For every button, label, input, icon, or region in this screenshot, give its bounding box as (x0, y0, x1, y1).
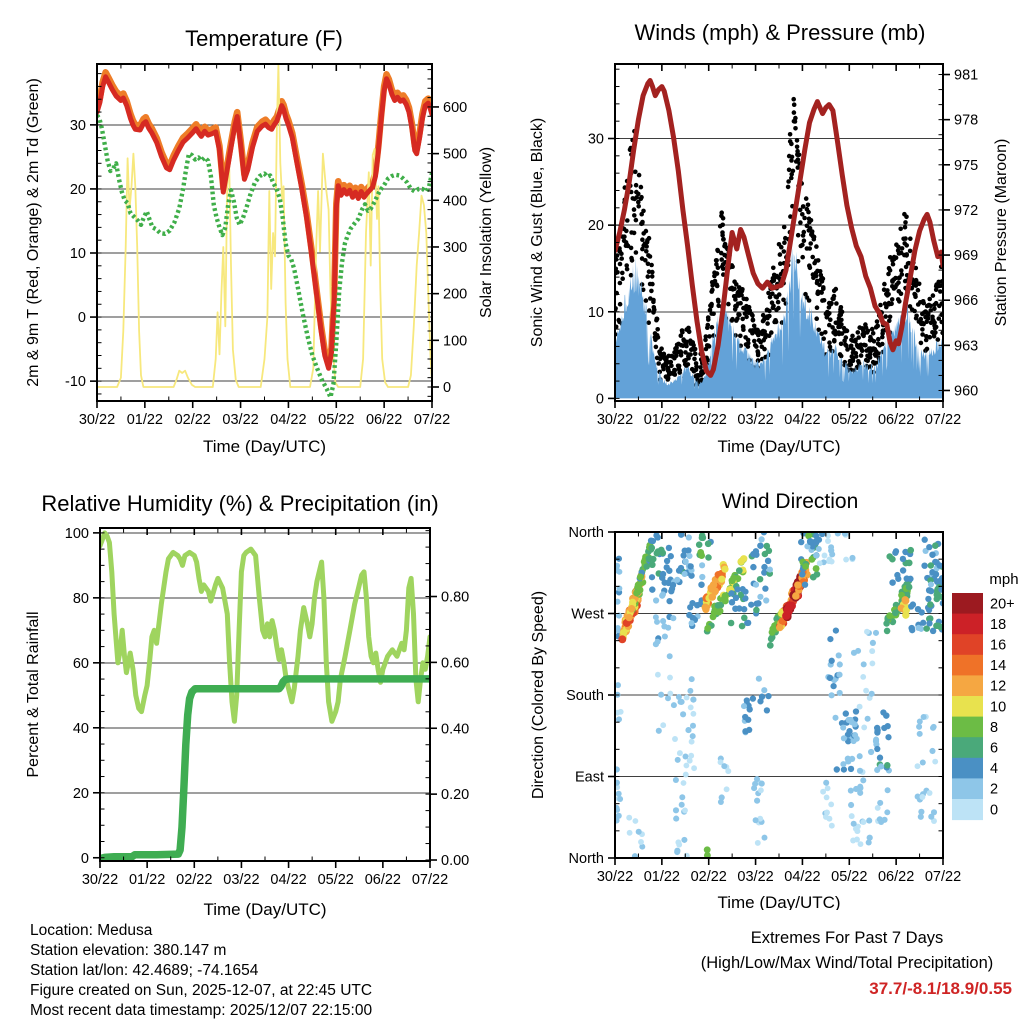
chart-title: Relative Humidity (%) & Precipitation (in) (41, 491, 439, 516)
x-tick-label: 30/22 (81, 872, 119, 888)
x-tick-label: 05/22 (831, 869, 868, 885)
x-tick-label: 03/22 (222, 412, 259, 428)
x-tick-label: 02/22 (174, 412, 211, 428)
x-tick-label: 07/22 (411, 872, 449, 888)
colorbar-cell (952, 614, 983, 635)
colorbar-label: 20+ (990, 596, 1015, 613)
extremes-values: 37.7/-8.1/18.9/0.55 (869, 979, 1012, 998)
y-right-tick-label: 200 (443, 286, 468, 303)
colorbar-label: 6 (990, 740, 999, 757)
y-left-tick-label: 30 (69, 117, 86, 134)
x-tick-label: 01/22 (643, 869, 681, 885)
chart-rh-precip-svg (0, 480, 512, 925)
y-left-axis-label: Direction (Colored By Speed) (530, 590, 547, 800)
y-right-tick-label: 966 (954, 293, 979, 310)
x-tick-label: 04/22 (270, 872, 307, 888)
series-group (97, 65, 432, 397)
x-tick-label: 01/22 (643, 412, 681, 428)
y-right-tick-label: 981 (954, 67, 979, 84)
colorbar-cell (952, 655, 983, 676)
y-right-tick-label: 400 (443, 193, 468, 210)
x-tick-label: 07/22 (924, 869, 962, 885)
y-right-tick-label: 0.60 (441, 655, 470, 672)
y-left-axis-label: Percent & Total Rainfall (25, 611, 42, 778)
y-right-tick-label: 975 (954, 157, 979, 174)
y-left-tick-label: West (571, 606, 604, 623)
extremes-summary (682, 926, 1012, 1001)
y-right-tick-label: 0.20 (441, 787, 470, 804)
chart-winds-pressure (512, 0, 1024, 485)
x-tick-label: 03/22 (737, 412, 774, 428)
y-right-tick-label: 972 (954, 202, 979, 219)
y-left-tick-label: 20 (587, 218, 604, 235)
y-left-tick-label: 20 (69, 181, 86, 198)
chart-title: Winds (mph) & Pressure (mb) (634, 20, 926, 45)
series-station-pressure-line (615, 81, 943, 376)
y-left-tick-label: 60 (72, 655, 89, 672)
y-left-tick-label: -10 (65, 374, 86, 391)
extremes-title: Extremes For Past 7 Days (750, 929, 944, 947)
chart-title: Temperature (F) (185, 26, 343, 51)
series-relative-humidity-line (100, 533, 430, 721)
colorbar-label: 0 (990, 802, 999, 819)
y-right-tick-label: 600 (443, 99, 468, 116)
colorbar-label: 14 (990, 658, 1007, 675)
colorbar-label: 12 (990, 678, 1007, 695)
x-tick-label: 07/22 (413, 412, 451, 428)
chart-winds-pressure-svg (512, 0, 1024, 480)
extremes-subtitle: (High/Low/Max Wind/Total Precipitation) (700, 954, 994, 972)
x-tick-label: 05/22 (318, 412, 355, 428)
plot-border (100, 528, 430, 861)
colorbar-label: 2 (990, 781, 999, 798)
y-left-tick-label: 30 (587, 131, 604, 148)
x-tick-label: 04/22 (270, 412, 307, 428)
y-right-tick-label: 963 (954, 338, 979, 355)
y-left-tick-label: 0 (80, 850, 89, 867)
chart-wind-direction-svg (512, 480, 1024, 910)
y-right-tick-label: 500 (443, 146, 468, 163)
y-left-axis-label: 2m & 9m T (Red, Orange) & 2m Td (Green) (25, 78, 42, 387)
y-left-tick-label: 10 (69, 246, 86, 263)
series-wind-direction-dots (613, 529, 946, 859)
x-tick-label: 03/22 (737, 869, 774, 885)
most-recent-data-timestamp: Most recent data timestamp: 2025/12/07 22:15:00 (30, 1002, 373, 1019)
chart-wind-direction (512, 480, 1024, 915)
x-tick-label: 30/22 (596, 869, 634, 885)
series-group (613, 529, 946, 859)
x-tick-label: 30/22 (78, 412, 116, 428)
colorbar-label: 4 (990, 761, 999, 778)
x-axis-label: Time (Day/UTC) (717, 437, 841, 456)
chart-temperature-svg (0, 0, 512, 480)
x-tick-label: 02/22 (690, 869, 727, 885)
colorbar-label: 18 (990, 616, 1007, 633)
y-left-tick-label: 40 (72, 720, 89, 737)
station-latlon: Station lat/lon: 42.4689; -74.1654 (30, 962, 259, 979)
colorbar-cell (952, 758, 983, 779)
x-tick-label: 05/22 (317, 872, 354, 888)
x-axis-label: Time (Day/UTC) (203, 900, 327, 919)
x-tick-label: 30/22 (596, 412, 634, 428)
series-group (613, 81, 945, 399)
x-axis-label: Time (Day/UTC) (202, 437, 327, 456)
y-right-axis-label: Solar Insolation (Yellow) (478, 146, 495, 319)
series-total-rainfall-line (100, 679, 430, 859)
y-right-tick-label: 300 (443, 239, 468, 256)
x-tick-label: 05/22 (831, 412, 868, 428)
x-tick-label: 04/22 (784, 869, 821, 885)
y-right-tick-label: 0.40 (441, 721, 470, 738)
y-left-tick-label: 10 (587, 304, 604, 321)
colorbar-cell (952, 737, 983, 758)
y-left-tick-label: North (568, 851, 604, 867)
colorbar-title: mph (989, 571, 1019, 588)
station-location: Location: Medusa (30, 922, 153, 939)
colorbar-label: 8 (990, 719, 999, 736)
x-tick-label: 01/22 (128, 872, 166, 888)
x-tick-label: 06/22 (877, 869, 915, 885)
x-tick-label: 07/22 (924, 412, 962, 428)
x-tick-label: 04/22 (784, 412, 821, 428)
x-tick-label: 02/22 (176, 872, 213, 888)
chart-temperature (0, 0, 512, 485)
colorbar-cell (952, 675, 983, 696)
chart-title: Wind Direction (721, 490, 859, 513)
y-left-tick-label: 0 (595, 391, 604, 408)
y-right-tick-label: 960 (954, 383, 979, 400)
colorbar-cell (952, 778, 983, 799)
colorbar-cell (952, 634, 983, 655)
colorbar-cell (952, 696, 983, 717)
colorbar-label: 10 (990, 699, 1007, 716)
y-right-tick-label: 969 (954, 248, 979, 265)
colorbar-label: 16 (990, 637, 1007, 654)
x-tick-label: 02/22 (690, 412, 727, 428)
x-axis-label: Time (Day/UTC) (717, 893, 841, 910)
y-right-tick-label: 978 (954, 112, 979, 129)
y-left-tick-label: 80 (72, 590, 89, 607)
y-right-tick-label: 100 (443, 333, 468, 350)
colorbar-cell (952, 799, 983, 820)
series-group (100, 533, 430, 859)
x-tick-label: 06/22 (877, 412, 915, 428)
station-elevation: Station elevation: 380.147 m (30, 942, 227, 959)
y-left-tick-label: 100 (64, 525, 89, 542)
y-left-tick-label: North (568, 525, 604, 541)
y-right-tick-label: 0 (443, 379, 452, 396)
y-left-tick-label: South (566, 688, 604, 704)
colorbar-cell (952, 717, 983, 738)
x-tick-label: 06/22 (365, 412, 403, 428)
x-tick-label: 03/22 (223, 872, 260, 888)
y-left-tick-label: 0 (77, 310, 86, 327)
colorbar-cell (952, 593, 983, 614)
y-left-tick-label: East (574, 769, 604, 786)
figure-created-timestamp: Figure created on Sun, 2025-12-07, at 22:45 UTC (30, 982, 373, 999)
y-left-axis-label: Sonic Wind & Gust (Blue, Black) (529, 117, 546, 348)
y-right-axis-label: Station Pressure (Maroon) (993, 138, 1010, 327)
y-left-tick-label: 20 (72, 785, 89, 802)
station-info (30, 921, 372, 1021)
x-tick-label: 06/22 (364, 872, 402, 888)
y-right-tick-label: 0.00 (441, 853, 470, 870)
speed-colorbar (952, 571, 1019, 820)
x-tick-label: 01/22 (126, 412, 164, 428)
chart-rh-precip (0, 480, 512, 930)
y-right-tick-label: 0.80 (441, 589, 470, 606)
